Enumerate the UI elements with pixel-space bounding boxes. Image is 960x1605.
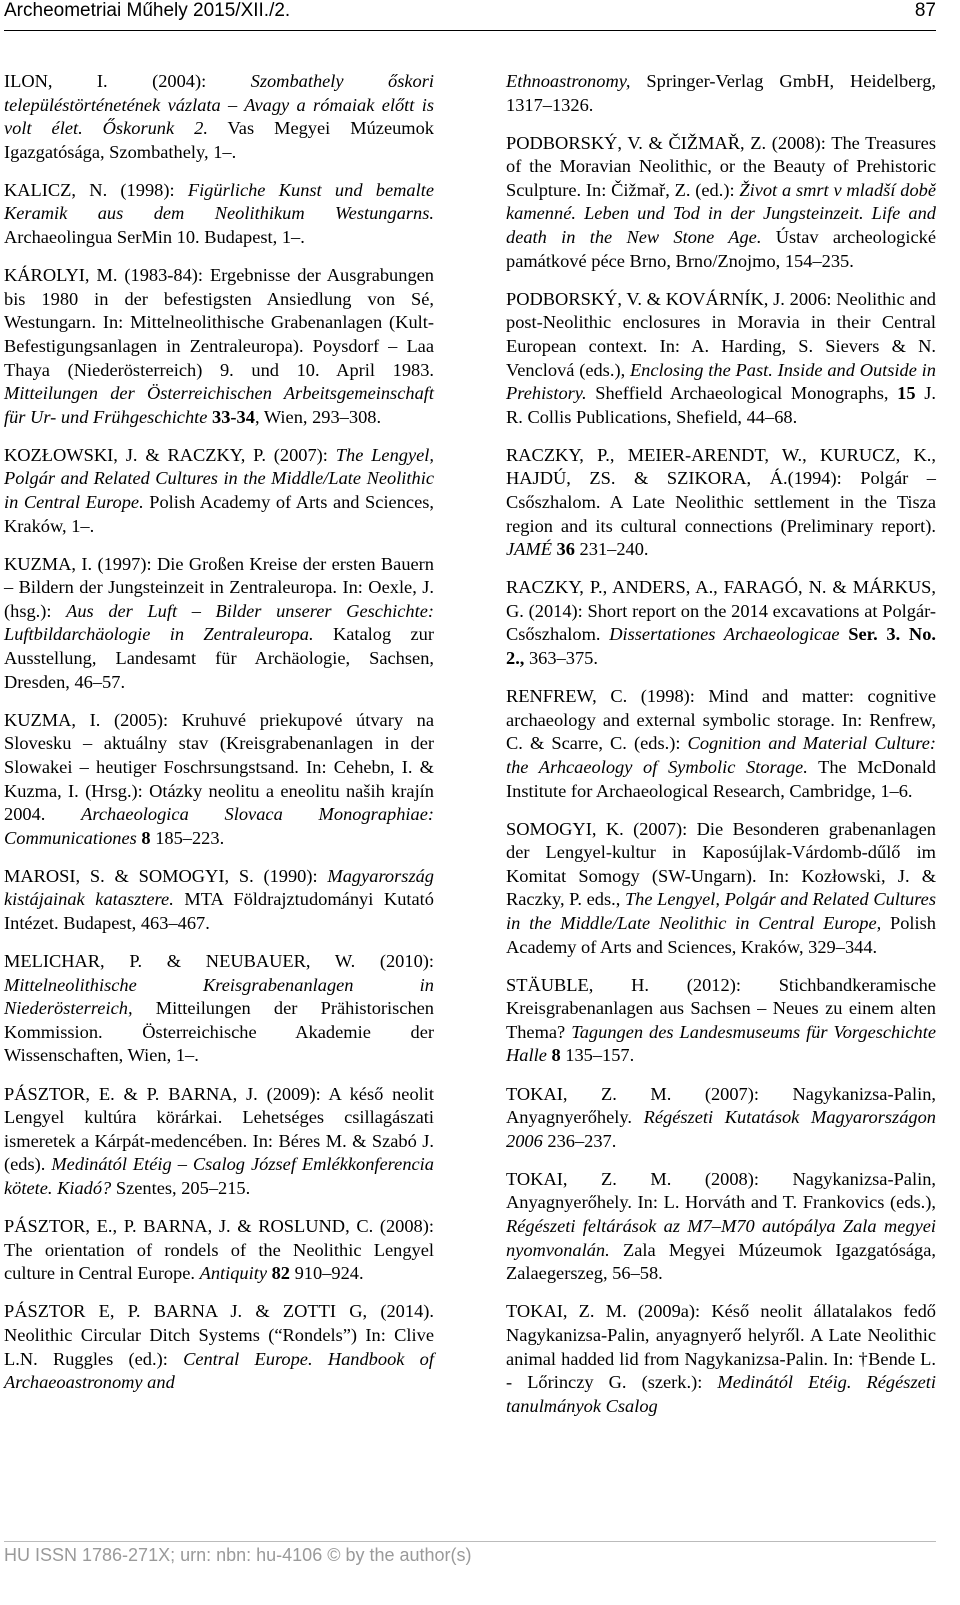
reference-text: Central Europe. Handbook of Archaeoastronomy and <box>4 1348 434 1393</box>
reference-text: PÁSZTOR, E. & P. BARNA, J. (2009): A késő neolit Lengyel kultúra körárkai. Lehetséges csillagászati ismeretek a Kárpát-medencében. In: Béres M. & Szabó J. (eds). <box>4 1083 434 1175</box>
reference-text: PODBORSKÝ, V. & KOVÁRNÍK, J. 2006: Neolithic and post-Neolithic enclosures in Moravia in their Central European context. In: A. Harding, S. Sievers & N. Venclová (eds.), <box>506 288 936 380</box>
reference-text: Sheffield Archaeological Monographs, <box>586 383 889 404</box>
reference-text: KÁROLYI, M. (1983-84): Ergebnisse der Ausgrabungen bis 1980 in der befestigsten Ansiedlung von Sé, Westungarn. In: Mittelneolithische Grabenanlagen (Kult-Befestigungsanlagen in Zentraleuropa). Poysdorf – Laa Thaya (Niederösterreich) 9. und 10. April 1983. <box>4 265 434 380</box>
reference-text: Szentes, 205–215. <box>111 1177 251 1198</box>
reference-text: 910–924. <box>290 1263 364 1284</box>
reference-text: Archaeolingua SerMin 10. Budapest, 1–. <box>4 227 305 248</box>
reference-entry <box>506 1083 936 1154</box>
reference-text: Cognition and Material Culture: the Arhcaeology of Symbolic Storage. <box>506 733 936 777</box>
reference-text: Vas Megyei Múzeumok Igazgatósága, Szombathely, 1–. <box>4 118 434 162</box>
reference-entry <box>506 818 936 960</box>
reference-entry <box>506 576 936 670</box>
reference-text: SOMOGYI, K. (2007): Die Besonderen grabenanlagen der Lengyel-kultur in Kaposújlak-Várdomb-dűlő im Komitat Somogy (SW-Ungarn). In: Kozłowski, J. & Raczky, P. eds., <box>506 818 936 910</box>
reference-text: 82 <box>267 1263 291 1284</box>
reference-text: J. R. Collis Publications, Shefield, 44–68. <box>506 383 936 427</box>
reference-text: Medinától Etéig – Csalog József Emlékkonferencia kötete. Kiadó? <box>4 1154 434 1198</box>
page-number: 87 <box>914 0 936 21</box>
reference-text: 185–223. <box>150 827 225 848</box>
reference-text: 36 <box>551 539 575 560</box>
reference-text: KOZŁOWSKI, J. & RACZKY, P. (2007): <box>4 444 336 465</box>
reference-entry <box>506 974 936 1068</box>
reference-entry <box>4 709 434 851</box>
reference-text: Enclosing the Past. Inside and Outside in Prehistory. <box>506 359 936 404</box>
reference-text: Život a smrt v mladší době kamenné. Leben und Tod in der Jungsteinzeit. Life and death in the New Stone Age. <box>506 179 936 248</box>
reference-text: 33-34 <box>207 406 255 427</box>
reference-text: , Wien, 293–308. <box>254 406 382 427</box>
reference-text: PÁSZTOR E, P. BARNA J. & ZOTTI G, (2014). Neolithic Circular Ditch Systems (“Rondels”) In: Clive L.N. Ruggles (ed.): <box>4 1301 434 1369</box>
reference-text: Mitteilungen der Prähistorischen Kommission. Österreichische Akademie der Wissenschaften, Wien, 1–. <box>4 998 434 1066</box>
reference-text: Tagungen des Landesmuseums für Vorgeschichte Halle <box>506 1021 936 1066</box>
reference-text: Antiquity <box>199 1263 268 1284</box>
right-column <box>506 70 936 1433</box>
reference-text: ILON, I. (2004): <box>4 71 251 91</box>
reference-entry <box>506 1300 936 1418</box>
reference-text: STÄUBLE, H. (2012): Stichbandkeramische Kreisgrabenanlagen aus Sachsen – Neues zu einem alten Thema? <box>506 974 936 1042</box>
reference-entry <box>4 950 434 1068</box>
reference-entry <box>4 1215 434 1286</box>
reference-entry <box>506 1168 936 1286</box>
reference-text: Dissertationes Archaeologicae <box>609 624 840 645</box>
footer <box>4 1541 936 1566</box>
reference-text: The Lengyel, Polgár and Related Cultures in the Middle/Late Neolithic in Central Europe, <box>506 889 936 933</box>
reference-entry <box>4 865 434 936</box>
footer-rule <box>4 1541 936 1542</box>
left-column <box>4 70 434 1409</box>
reference-entry <box>4 179 434 250</box>
reference-text: Mitteilungen der Österreichischen Arbeitsgemeinschaft für Ur- und Frühgeschichte <box>4 383 434 427</box>
reference-text: Ethnoastronomy, <box>506 71 631 91</box>
reference-text: The McDonald Institute for Archaeological Research, Cambridge, 1–6. <box>506 756 937 801</box>
reference-text: 231–240. <box>574 539 649 560</box>
reference-entry <box>506 444 936 562</box>
reference-text: TOKAI, Z. M. (2008): Nagykanizsa-Palin, Anyagnyerőhely. In: L. Horváth and T. Frankovics (eds.), <box>506 1168 936 1213</box>
reference-text: Ser. 3. No. 2., <box>506 624 936 669</box>
reference-text: JAMÉ <box>506 539 552 560</box>
reference-text: Figürliche Kunst und bemalte Keramik aus dem Neolithikum Westungarns. <box>4 179 434 224</box>
reference-text: Régészeti feltárások az M7–M70 autópálya Zala megyei nyomvonalán. <box>506 1216 936 1260</box>
reference-text: The Lengyel, Polgár and Related Cultures in the Middle/Late Neolithic in Central Europe. <box>4 444 435 512</box>
reference-text: KUZMA, I. (1997): Die Großen Kreise der ersten Bauern – Bildern der Jungsteinzeit in Zentraleuropa. In: Oexle, J. (hsg.): <box>4 553 434 621</box>
reference-entry <box>4 1300 434 1394</box>
reference-text: 15 <box>888 383 916 404</box>
reference-text: RENFREW, C. (1998): Mind and matter: cognitive archaeology and external symbolic storage. In: Renfrew, C. & Scarre, C. (eds.): <box>506 686 936 754</box>
reference-text: Ústav archeologické památkové péce Brno, Brno/Znojmo, 154–235. <box>506 227 937 271</box>
reference-text: 8 <box>546 1045 561 1066</box>
reference-text: MELICHAR, P. & NEUBAUER, W. (2010): <box>4 951 434 972</box>
reference-text: 236–237. <box>542 1130 617 1151</box>
reference-text: Polish Academy of Arts and Sciences, Kraków, 329–344. <box>506 913 936 957</box>
reference-text: 8 <box>136 827 151 848</box>
running-header <box>4 0 936 38</box>
reference-entry <box>4 264 434 429</box>
reference-text: Magyarország kistájainak katasztere. <box>4 865 434 910</box>
reference-entry <box>4 553 434 695</box>
journal-title: Archeometriai Műhely 2015/XII./2. <box>4 0 291 21</box>
reference-text: TOKAI, Z. M. (2007): Nagykanizsa-Palin, Anyagnyerőhely. <box>506 1083 936 1128</box>
reference-text: KALICZ, N. (1998): <box>4 179 188 200</box>
reference-text: RACZKY, P., MEIER-ARENDT, W., KURUCZ, K., HAJDÚ, ZS. & SZIKORA, Á.(1994): Polgár – Csőszhalom. A Late Neolithic settlement in the Tisza region and its cultural connections (Preliminary report). <box>506 444 936 536</box>
reference-text: PÁSZTOR, E., P. BARNA, J. & ROSLUND, C. (2008): The orientation of rondels of the Neolithic Lengyel culture in Central Europe. <box>4 1216 434 1284</box>
reference-text: Polish Academy of Arts and Sciences, Kraków, 1–. <box>4 492 434 536</box>
reference-text: Springer-Verlag GmbH, Heidelberg, 1317–1326. <box>506 71 936 115</box>
reference-entry <box>506 132 936 274</box>
reference-entry <box>506 685 936 803</box>
reference-text: PODBORSKÝ, V. & ČIŽMAŘ, Z. (2008): The Treasures of the Moravian Neolithic, or the Beauty of Prehistoric Sculpture. In: Čižmař, Z. (ed.): <box>506 132 936 200</box>
reference-text: MAROSI, S. & SOMOGYI, S. (1990): <box>4 865 328 886</box>
footer-text: HU ISSN 1786-271X; urn: nbn: hu-4106 © by the author(s) <box>4 1545 472 1565</box>
reference-text: 363–375. <box>524 648 598 669</box>
reference-text: Archaeologica Slovaca Monographiae: Communicationes <box>4 804 434 848</box>
reference-text: Aus der Luft – Bilder unserer Geschichte: Luftbildarchäologie in Zentraleuropa. <box>4 600 434 645</box>
reference-entry <box>506 70 936 117</box>
reference-text: RACZKY, P., ANDERS, A., FARAGÓ, N. & MÁRKUS, G. (2014): Short report on the 2014 excavations at Polgár-Csőszhalom. <box>506 577 936 645</box>
reference-text: Medinától Etéig. Régészeti tanulmányok Csalog <box>506 1372 936 1416</box>
reference-entry <box>4 444 434 538</box>
reference-text: Szombathely őskori településtörténetének vázlata – Avagy a rómaiak előtt is volt élet. Őskorunk 2. <box>4 71 434 139</box>
reference-entry <box>4 1083 434 1201</box>
reference-text: 135–157. <box>560 1045 635 1066</box>
header-rule <box>4 30 936 31</box>
reference-entry <box>506 288 936 430</box>
reference-text: MTA Földrajztudományi Kutató Intézet. Budapest, 463–467. <box>4 889 434 933</box>
reference-text: Katalog zur Ausstellung, Landesamt für Archäologie, Sachsen, Dresden, 46–57. <box>4 624 434 692</box>
reference-entry <box>4 70 434 164</box>
reference-text: Mittelneolithische Kreisgrabenanlagen in Niederösterreich, <box>4 974 434 1019</box>
reference-text: TOKAI, Z. M. (2009a): Késő neolit állatalakos fedő Nagykanizsa-Palin, anyagnyerő helyről. A Late Neolithic animal hadded lid from Nagykanizsa-Palin. In: †Bende L. - Lőrinczy G. (szerk.): <box>506 1301 936 1393</box>
reference-text: Zala Megyei Múzeumok Igazgatósága, Zalaegerszeg, 56–58. <box>506 1239 936 1284</box>
reference-text: KUZMA, I. (2005): Kruhuvé priekupové útvary na Slovesku – aktuálny stav (Kreisgrabenanlagen in der Slowakei – heutiger Foschrsungstsand. In: Cehebn, I. & Kuzma, I. (Hrsg.): Otázky neolitu a eneolitu naših krajín 2004. <box>4 709 434 825</box>
reference-text: Régészeti Kutatások Magyarországon 2006 <box>506 1107 936 1151</box>
